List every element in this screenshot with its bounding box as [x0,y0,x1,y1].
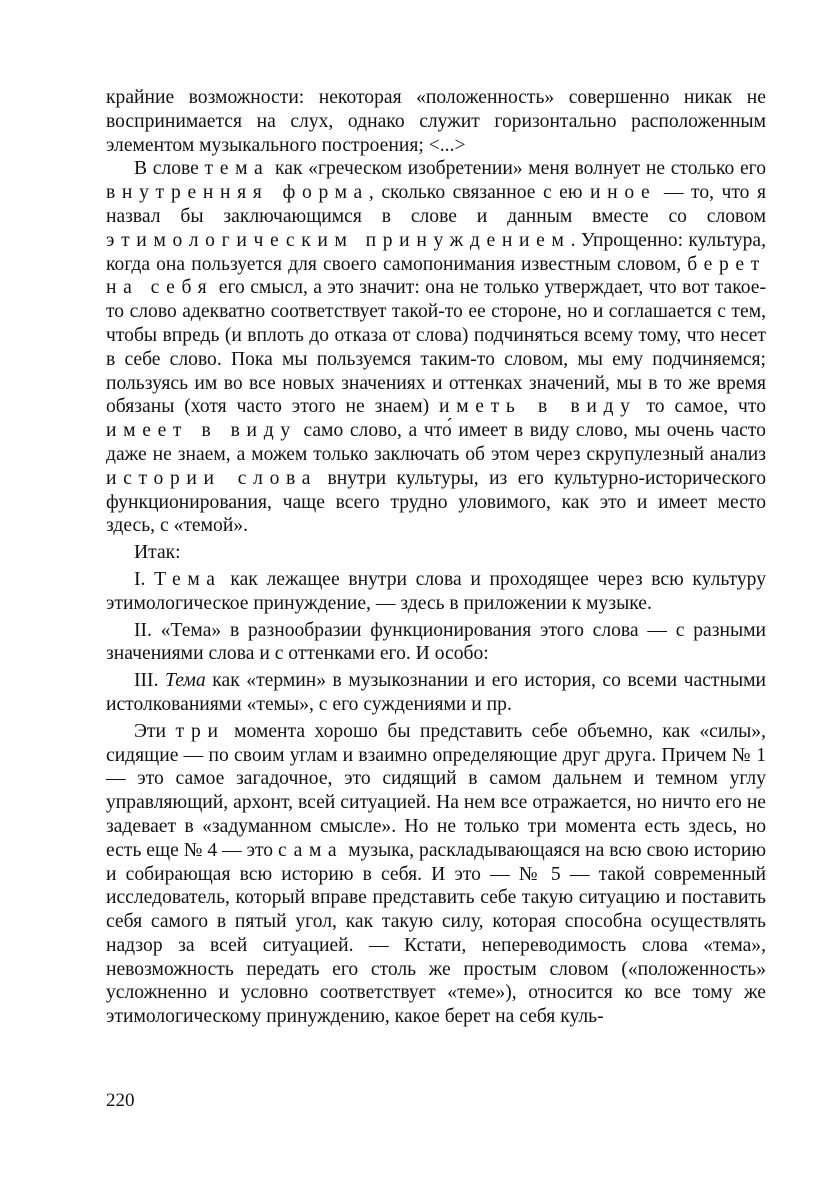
text-run: внутри культуры, из его культурно-исторического функционирования, чаще всего трудно уловимого, как это и имеет место здесь, с «темой». [106,467,766,537]
paragraph [106,720,766,1029]
text-run: как «термин» в музыкознании и его история, со всеми частными истолкованиями «темы», с его суждениями и пр. [106,670,766,715]
paragraph [106,541,766,565]
paragraph [106,157,766,538]
text-run: , сколько связанное с ею [368,182,591,204]
italic-emphasis: Тема [165,670,206,692]
text-run: момента хорошо бы представить себе объемно, как «силы», сидящие — по своим углам и взаимно определяющие друг друга. Причем № 1 — это самое загадочное, это сидящий в самом дальнем и темном углу управляющий, архонт, всей ситуацией. На нем все отражается, но ничто его не задевает в «задуманном смысле». Но не только три момента есть здесь, но есть еще № 4 — это [106,720,767,861]
spaced-emphasis: Тема [154,568,222,590]
paragraph [106,669,766,717]
spaced-emphasis: этимологическим принуждением [106,229,571,251]
spaced-emphasis: сама [278,839,344,861]
text-run: то самое, что [636,396,766,418]
text-run: его смысл, а это значит: она не только утверждает, что вот такое-то слово адекватно соответствует такой-то ее стороне, но и соглашается с тем, чтобы впредь (и вплоть до отказа от слова) подчиняться всему тому, что несет в себе слово. Пока мы пользуемся таким-то словом, мы ему подчиняемся; пользуясь им во все новых значениях и оттенках значений, мы в то же время обязаны (хотя часто этого не знаем) [106,277,766,418]
spaced-emphasis: истории слова [106,467,318,489]
paragraph [106,86,766,157]
text-run: Эти [134,720,176,742]
spaced-emphasis: берет на себя [106,253,766,299]
text-run: I. [134,568,155,590]
text-run: само слово, а что́ имеет в виду слово, мы очень часто даже не знаем, а можем только заключать об этом через скрупулезный анализ [106,420,766,465]
text-run: II. «Тема» в разнообразии функционирования этого слова — с разными значениями слова и с оттенками его. И особо: [106,619,766,665]
page-text [106,86,766,1029]
text-run: крайние возможности: некоторая «положенность» совершенно никак не воспринимается на слух, однако служит горизонтально расположенным элементом музыкального построения; <...> [106,87,766,156]
text-run: как «греческом изобретении» меня волнует не столько его [269,158,766,180]
text-run: как лежащее внутри слова и проходящее через всю культуру этимологическое принуждение, — здесь в приложении к музыке. [106,568,766,614]
spaced-emphasis: иметь в виду [439,396,637,418]
text-run: . Упрощенно: культура, когда она пользуется для своего самопонимания известным словом, [106,229,767,275]
spaced-emphasis: внутренняя форма [106,182,369,204]
spaced-emphasis: имеет в виду [106,420,297,442]
text-run: — то, что я назвал бы заключающимся в слове и данным вместе со словом [106,182,766,227]
text-run: музыка, раскладывающаяся на всю свою историю и собирающая всю историю в себя. И это — № 5 — такой современный исследователь, который вправе представить себе такую ситуацию и поставить себя самого в пятый угол, как такую силу, которая способна осуществлять надзор за всей ситуацией. — Кстати, непереводимость слова «тема», невозможность передать его столь же простым словом («положенность» усложненно и условно соответствует «теме»), относится ко все тому же этимологическому принуждению, какое берет на себя куль- [106,839,766,1028]
text-run: В слове [134,158,205,180]
spaced-emphasis: тема [204,158,270,180]
text-run: III. [134,670,166,692]
page-number: 220 [106,1090,135,1111]
spaced-emphasis: три [175,720,225,742]
paragraph [106,568,766,616]
paragraph [106,619,766,667]
spaced-emphasis: иное [590,182,657,204]
text-run: Итак: [134,542,181,564]
